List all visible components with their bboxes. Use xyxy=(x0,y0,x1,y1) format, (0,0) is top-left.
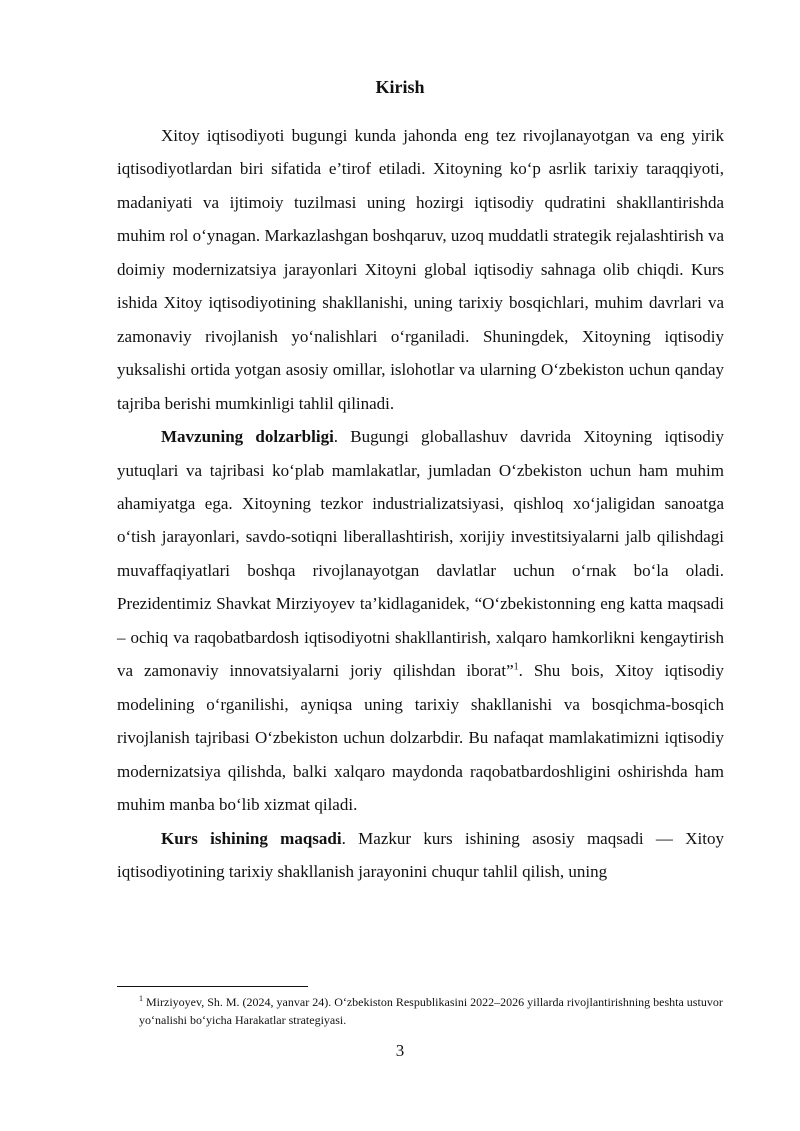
footnote-number: 1 xyxy=(139,994,143,1003)
footnote-reference[interactable]: 1 xyxy=(513,661,519,673)
purpose-paragraph xyxy=(117,822,724,889)
relevance-label: Mavzuning dolzarbligi xyxy=(161,427,334,447)
relevance-paragraph xyxy=(117,420,724,821)
relevance-text-part2: . Shu bois, Xitoy iqtisodiy modelining o‘rganilishi, ayniqsa uning tarixiy shakllanishi va bosqichma-bosqich rivojlanish tajribasi O‘zbekiston uchun dolzarbdir. Bu nafaqat mamlakatimizni iqtisodiy modernizatsiya qilishda, balki xalqaro maydonda raqobatbardoshligini oshirishda ham muhim manba bo‘lib xizmat qiladi. xyxy=(117,661,725,815)
relevance-text-part1: . Bugungi globallashuv davrida Xitoyning iqtisodiy yutuqlari va tajribasi ko‘plab mamlakatlar, jumladan O‘zbekiston uchun ham muhim ahamiyatga ega. Xitoyning tezkor industrializatsiyasi, qishloq xo‘jaligidan sanoatga o‘tish jarayonlari, savdo-sotiqni liberallashtirish, xorijiy investitsiyalarni jalb qilishdagi muvaffaqiyatlari boshqa rivojlanayotgan davlatlar uchun o‘rnak bo‘la oladi. Prezidentimiz Shavkat Mirziyoyev ta’kidlaganidek, “O‘zbekistonning eng katta maqsadi – ochiq va raqobatbardosh iqtisodiyotni shakllantirish, xalqaro hamkorlikni kengaytirish va zamonaviy innovatsiyalarni joriy qilishdan iborat” xyxy=(117,427,724,681)
page-title: Kirish xyxy=(375,77,425,97)
footnote xyxy=(139,993,724,1029)
purpose-text: . Mazkur kurs ishining asosiy maqsadi — Xitoy iqtisodiyotining tarixiy shakllanish jarayonini chuqur tahlil qilish, uning xyxy=(117,828,724,881)
footnote-separator xyxy=(117,986,308,987)
purpose-label: Kurs ishining maqsadi xyxy=(161,828,342,848)
body-text xyxy=(117,119,724,888)
intro-paragraph: Xitoy iqtisodiyoti bugungi kunda jahonda eng tez rivojlanayotgan va eng yirik iqtisodiyotlardan biri sifatida e’tirof etiladi. Xitoyning ko‘p asrlik tarixiy taraqqiyoti, madaniyati va ijtimoiy tuzilmasi uning hozirgi iqtisodiy qudratini shakllantirishda muhim rol o‘ynagan. Markazlashgan boshqaruv, uzoq muddatli strategik rejalashtirish va doimiy modernizatsiya jarayonlari Xitoyni global iqtisodiy sahnaga olib chiqdi. Kurs ishida Xitoy iqtisodiyotining shakllanishi, uning tarixiy bosqichlari, muhim davrlari va zamonaviy rivojlanish yo‘nalishlari o‘rganiladi. Shuningdek, Xitoyning iqtisodiy yuksalishi ortida yotgan asosiy omillar, islohotlar va ularning O‘zbekiston uchun qanday tajriba berishi mumkinligi tahlil qilinadi. xyxy=(117,126,724,413)
page-number: 3 xyxy=(395,1041,405,1060)
footnote-text: Mirziyoyev, Sh. M. (2024, yanvar 24). O‘zbekiston Respublikasini 2022–2026 yillarda rivojlantirishning beshta ustuvor yo‘nalishi bo‘yicha Harakatlar strategiyasi. xyxy=(139,995,723,1027)
